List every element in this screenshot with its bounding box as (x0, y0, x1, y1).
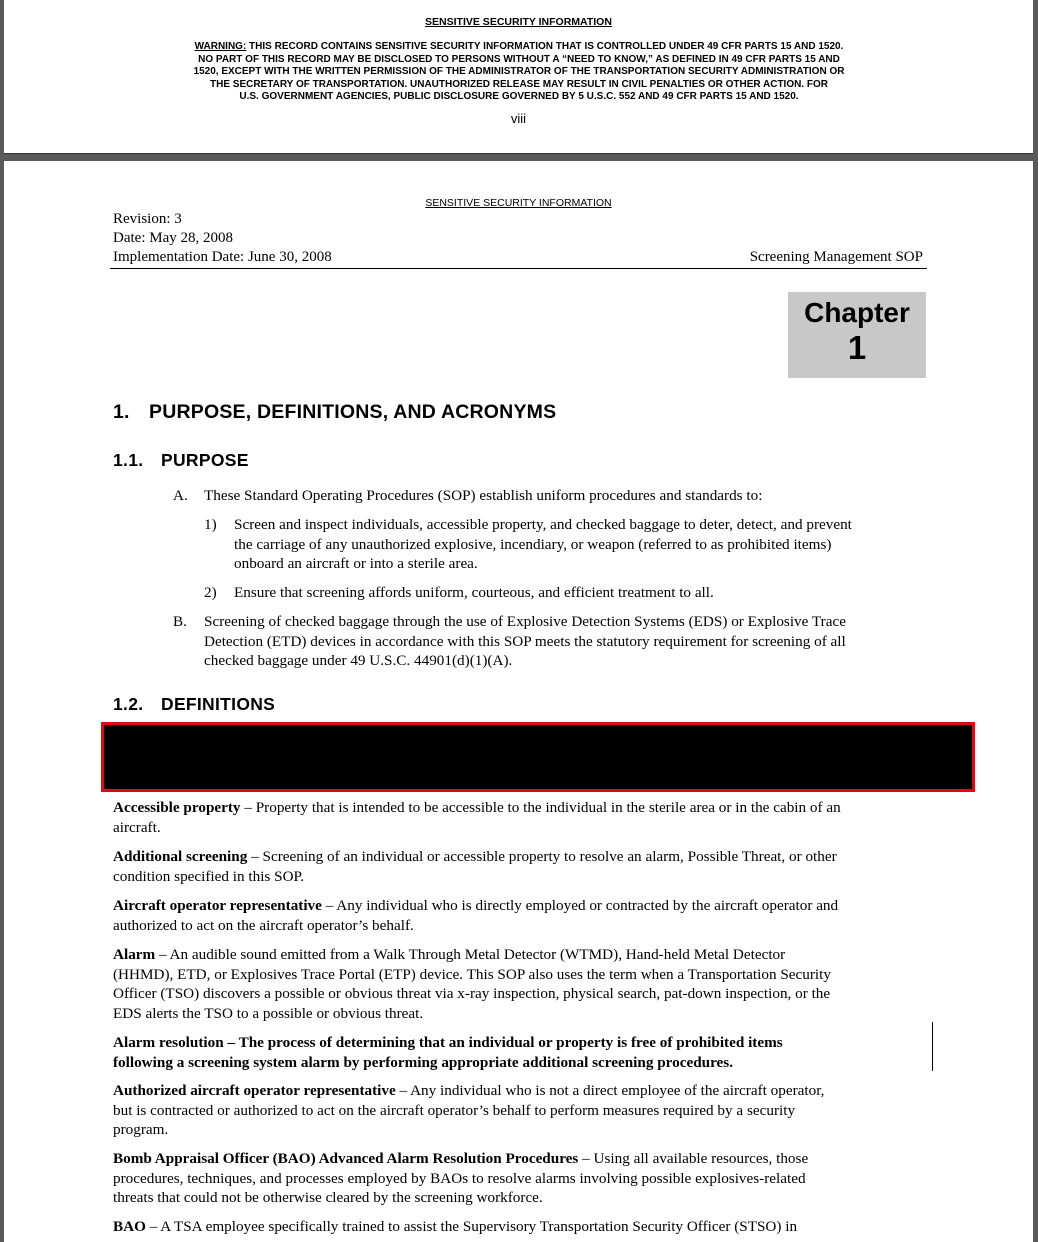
ssi-warning (144, 41, 894, 104)
warning-label: WARNING: (194, 41, 247, 52)
text-line: checked baggage under 49 U.S.C. 44901(d)(1)(A). (204, 652, 513, 669)
list-label-a2: 2) (204, 584, 217, 601)
warning-line: THIS RECORD CONTAINS SENSITIVE SECURITY INFORMATION THAT IS CONTROLLED UNDER 49 CFR PARTS 15 AND 1520. (246, 41, 844, 52)
definition-term: BAO (113, 1218, 146, 1235)
definition-item (113, 1217, 925, 1237)
definition-text: EDS alerts the TSO to a possible or obvious threat. (113, 1004, 424, 1022)
definition-text: authorized to act on the aircraft operator’s behalf. (113, 916, 414, 934)
definition-term: Bomb Appraisal Officer (BAO) Advanced Alarm Resolution Procedures (113, 1150, 579, 1167)
warning-line: THE SECRETARY OF TRANSPORTATION. UNAUTHORIZED RELEASE MAY RESULT IN CIVIL PENALTIES OR OTHER ACTION. FOR (210, 78, 828, 90)
list-label-b: B. (173, 613, 187, 630)
definition-item (113, 847, 925, 886)
definition-text: following a screening system alarm by performing appropriate additional screening procedures. (113, 1053, 734, 1071)
list-item-a: These Standard Operating Procedures (SOP) establish uniform procedures and standards to: (204, 487, 763, 504)
definition-text: Officer (TSO) discovers a possible or obvious threat via x-ray inspection, physical search, pat-down inspection, or the (113, 985, 831, 1002)
definition-text: – Using all available resources, those (578, 1150, 809, 1167)
definition-text: – Any individual who is directly employed or contracted by the aircraft operator and (321, 897, 839, 914)
definition-item (113, 1033, 925, 1072)
text-line: Detection (ETD) devices in accordance with this SOP meets the statutory requirement for screening of all (204, 632, 846, 650)
ssi-banner-main: SENSITIVE SECURITY INFORMATION (425, 197, 612, 209)
page-number: viii (510, 111, 527, 126)
definition-text: aircraft. (113, 818, 161, 836)
section-number: 1. (113, 401, 130, 423)
header-rule (110, 268, 927, 269)
definition-term: Alarm resolution (113, 1034, 224, 1051)
redaction-block (101, 722, 975, 792)
revision-date: Date: May 28, 2008 (113, 230, 233, 246)
definition-term: Accessible property (113, 799, 241, 816)
definition-text: procedures, techniques, and processes employed by BAOs to resolve alarms involving possible explosives-related (113, 1169, 806, 1187)
definition-text: – A TSA employee specifically trained to assist the Supervisory Transportation Security Officer (STSO) in (145, 1218, 798, 1235)
text-line: Screening of checked baggage through the use of Explosive Detection Systems (EDS) or Explosive Trace (204, 613, 846, 630)
section-heading-1-2 (113, 694, 275, 715)
warning-line: U.S. GOVERNMENT AGENCIES, PUBLIC DISCLOSURE GOVERNED BY 5 U.S.C. 552 AND 49 CFR PARTS 15 AND 1520. (239, 91, 799, 103)
revision: Revision: 3 (113, 211, 182, 227)
definition-text: threats that could not be otherwise cleared by the screening workforce. (113, 1189, 543, 1206)
document-title: Screening Management SOP (749, 249, 923, 265)
list-item-b (204, 612, 934, 671)
definition-item (113, 798, 925, 837)
definition-text: (HHMD), ETD, or Explosives Trace Portal (ETP) device. This SOP also uses the term when a Transportation Security (113, 965, 831, 983)
warning-line: 1520, EXCEPT WITH THE WRITTEN PERMISSION OF THE ADMINISTRATOR OF THE TRANSPORTATION SECURITY ADMINISTRATION OR (193, 66, 845, 78)
chapter-word: Chapter (804, 297, 910, 328)
section-title: PURPOSE (161, 450, 249, 470)
definition-item (113, 1149, 925, 1208)
definition-text: – Property that is intended to be accessible to the individual in the sterile area or in the cabin of an (240, 799, 841, 816)
section-title: DEFINITIONS (161, 694, 276, 714)
definition-term: Alarm (113, 946, 156, 963)
definition-item (113, 896, 925, 935)
current-page (4, 161, 1033, 1242)
definition-item (113, 945, 925, 1023)
definition-term: Aircraft operator representative (113, 897, 322, 914)
list-label-a: A. (173, 487, 188, 504)
section-heading-1-1 (113, 450, 249, 471)
definition-text: – An audible sound emitted from a Walk Through Metal Detector (WTMD), Hand-held Metal Detector (155, 946, 786, 963)
definition-text: – Screening of an individual or accessible property to resolve an alarm, Possible Threat, or other (247, 848, 837, 865)
definition-text: program. (113, 1121, 169, 1138)
list-item-a2: Ensure that screening affords uniform, courteous, and efficient treatment to all. (234, 584, 714, 601)
chapter-box (788, 292, 926, 378)
definition-term: Authorized aircraft operator representative (113, 1082, 396, 1099)
list-label-a1: 1) (204, 516, 217, 533)
text-line: onboard an aircraft or into a sterile area. (234, 555, 478, 572)
warning-line: NO PART OF THIS RECORD MAY BE DISCLOSED TO PERSONS WITHOUT A “NEED TO KNOW,” AS DEFINED IN 49 CFR PARTS 15 AND (198, 53, 840, 65)
implementation-date: Implementation Date: June 30, 2008 (113, 249, 332, 265)
definition-text: – The process of determining that an individual or property is free of prohibited items (223, 1034, 783, 1051)
section-title: PURPOSE, DEFINITIONS, AND ACRONYMS (149, 401, 557, 423)
text-line: the carriage of any unauthorized explosive, incendiary, or weapon (referred to as prohibited items) (234, 535, 832, 553)
section-number: 1.1. (113, 450, 144, 470)
definition-text: but is contracted or authorized to act on the aircraft operator’s behalf to perform measures required by a security (113, 1101, 796, 1119)
previous-page (4, 0, 1033, 154)
section-heading-1 (113, 401, 556, 424)
definition-item (113, 1081, 925, 1140)
section-number: 1.2. (113, 694, 144, 714)
chapter-number: 1 (847, 329, 867, 366)
definition-text: – Any individual who is not a direct employee of the aircraft operator, (395, 1082, 825, 1099)
revision-change-bar (932, 1022, 933, 1071)
definition-term: Additional screening (113, 848, 248, 865)
definition-text: condition specified in this SOP. (113, 867, 305, 885)
ssi-banner-top: SENSITIVE SECURITY INFORMATION (425, 16, 612, 28)
text-line: Screen and inspect individuals, accessible property, and checked baggage to deter, detect, and prevent (234, 516, 852, 533)
list-item-a1 (234, 515, 934, 574)
